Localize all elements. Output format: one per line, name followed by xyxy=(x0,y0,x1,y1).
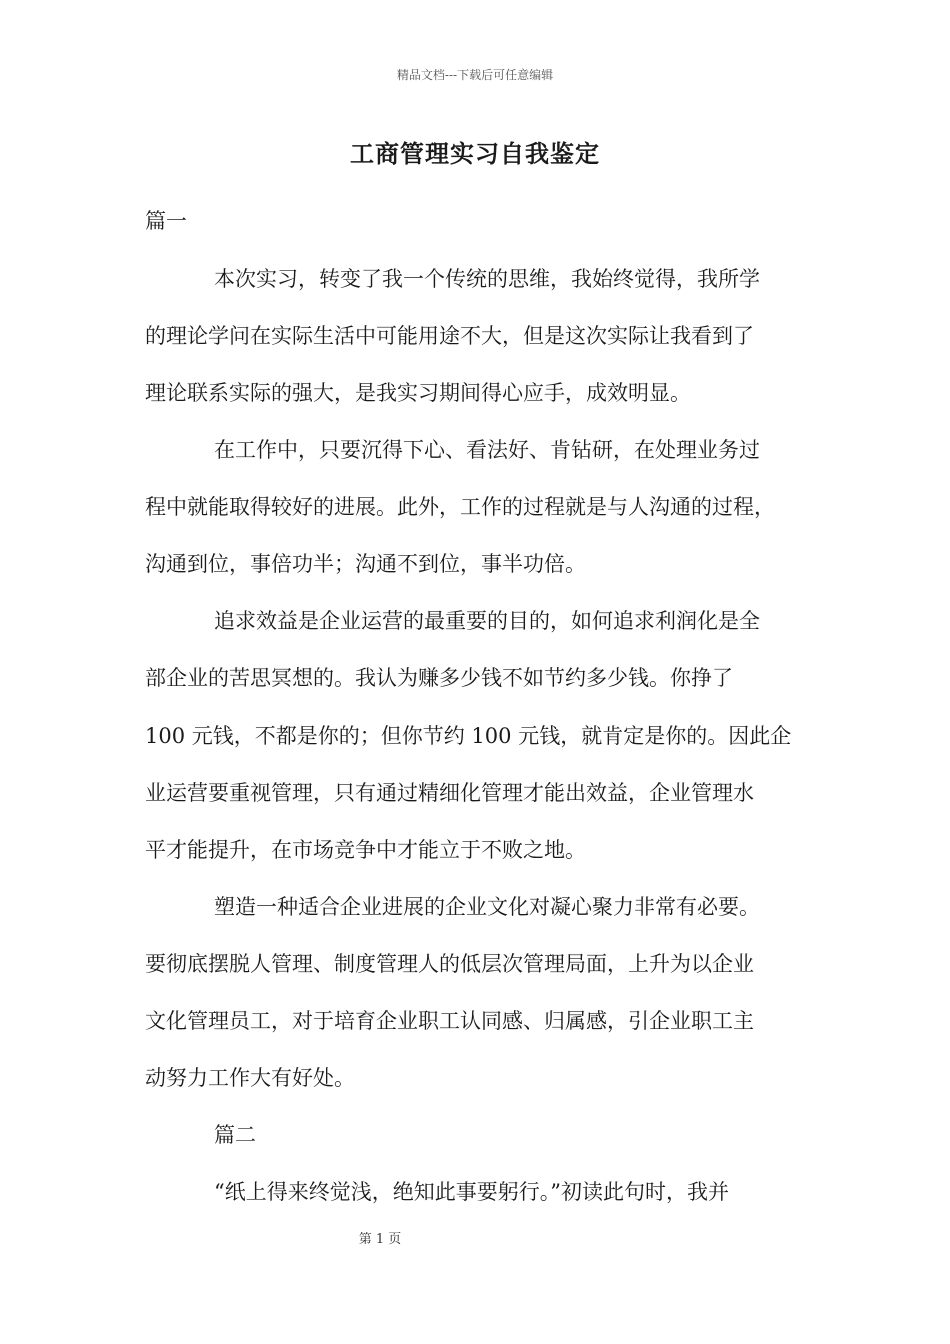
text-line: 业运营要重视管理，只有通过精细化管理才能出效益，企业管理水 xyxy=(145,781,754,805)
text-line: 的理论学问在实际生活中可能用途不大，但是这次实际让我看到了 xyxy=(145,324,754,348)
text-line: 文化管理员工，对于培育企业职工认同感、归属感，引企业职工主 xyxy=(145,1009,754,1033)
text-line: 平才能提升，在市场竞争中才能立于不败之地。 xyxy=(145,838,586,862)
text-line: 在工作中，只要沉得下心、看法好、肯钻研，在处理业务过 xyxy=(214,438,760,462)
text-line: 动努力工作大有好处。 xyxy=(145,1066,355,1090)
text-line: “纸上得来终觉浅，绝知此事要躬行。”初读此句时，我并 xyxy=(214,1180,729,1204)
text-line: 要彻底摆脱人管理、制度管理人的低层次管理局面，上升为以企业 xyxy=(145,952,754,976)
text-line: 塑造一种适合企业进展的企业文化对凝心聚力非常有必要。 xyxy=(214,895,760,919)
section-label: 篇一 xyxy=(145,209,187,233)
section-label: 篇二 xyxy=(214,1123,256,1147)
page-title: 工商管理实习自我鉴定 xyxy=(350,139,600,168)
text-line: 理论联系实际的强大，是我实习期间得心应手，成效明显。 xyxy=(145,381,691,405)
text-line: 本次实习，转变了我一个传统的思维，我始终觉得，我所学 xyxy=(214,267,760,291)
page-number: 第 1 页 xyxy=(358,1232,402,1247)
text-line: 部企业的苦思冥想的。我认为赚多少钱不如节约多少钱。你挣了 xyxy=(145,666,733,690)
text-line: 100 元钱，不都是你的；但你节约 100 元钱，就肯定是你的。因此企 xyxy=(145,724,792,748)
text-line: 追求效益是企业运营的最重要的目的，如何追求利润化是全 xyxy=(214,609,760,633)
header-note: 精品文档---下载后可任意编辑 xyxy=(396,68,554,82)
text-line: 沟通到位，事倍功半；沟通不到位，事半功倍。 xyxy=(145,552,586,576)
text-line: 程中就能取得较好的进展。此外，工作的过程就是与人沟通的过程， xyxy=(145,495,775,519)
